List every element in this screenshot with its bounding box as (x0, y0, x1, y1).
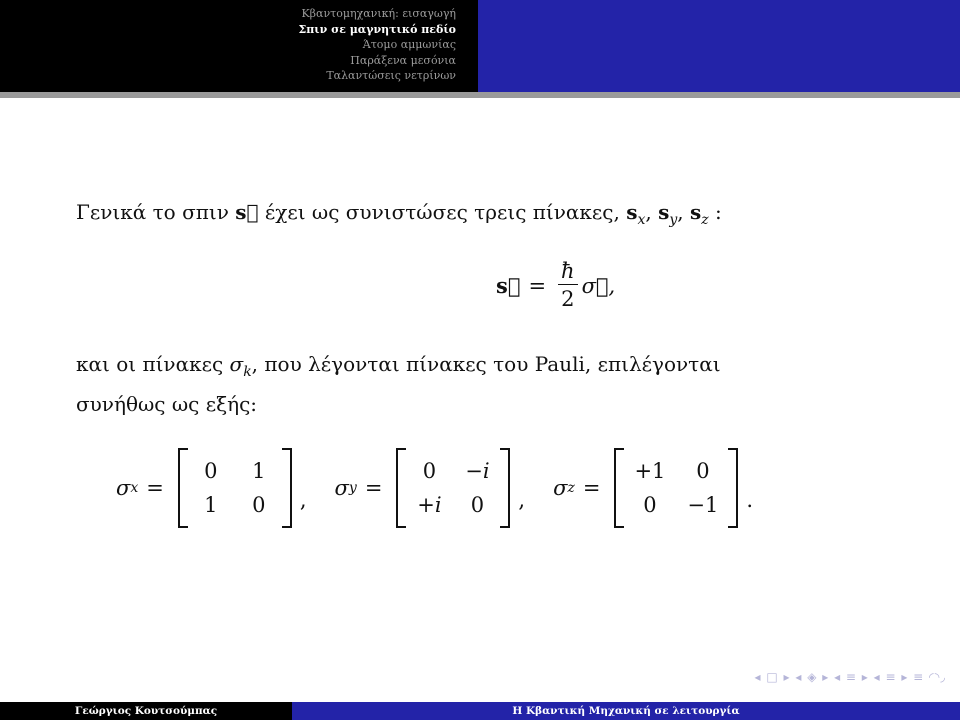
beamer-nav-icons[interactable]: ◂ □ ▸ ◂ ◈ ▸ ◂ ≡ ▸ ◂ ≡ ▸ ≡ ◜◝◞ (754, 670, 946, 684)
sigma-x-sub: x (130, 480, 139, 496)
eq-rhs: σ⃗, (581, 273, 616, 298)
intro-line: Γενικά το σπιν s⃗ έχει ως συνιστώσες τρεις πίνακες, $s_x$, $s_y$, $s_z$ : (76, 200, 722, 228)
sigma-y-matrix (396, 448, 510, 528)
comp-s: s (626, 200, 638, 224)
pauli-text-b: , που λέγονται πίνακες του Pauli, επιλέγονται (251, 352, 721, 376)
comp-sub-x: x (637, 212, 646, 228)
matrix-cell: 0 (422, 459, 437, 483)
footer-bar (0, 702, 960, 720)
matrix-cell: +1 (634, 459, 666, 483)
sigma-z-sub: z (567, 480, 575, 496)
header-color-block (478, 0, 960, 98)
sigma-z-matrix (614, 448, 738, 528)
sigma-z-label: σ (553, 476, 568, 500)
matrix-cell: 0 (252, 493, 266, 517)
nav-item-spin[interactable]: Σπιν σε μαγνητικό πεδίο (298, 22, 456, 36)
matrix-cell: 0 (470, 493, 485, 517)
pauli-symbol: σ (229, 352, 244, 376)
matrix-cell: −1 (687, 493, 719, 517)
sigma-y-sub: y (348, 480, 357, 496)
eq-equals: = (528, 273, 547, 298)
nav-item-mesons[interactable]: Παράξενα μεσόνια (350, 53, 456, 67)
sigma-x-label: σ (116, 476, 131, 500)
matrix-cell: 0 (696, 459, 710, 483)
header-divider (0, 92, 960, 98)
section-nav (298, 6, 456, 84)
eq-lhs: s⃗ (496, 273, 521, 298)
matrix-separator: , (518, 488, 526, 512)
pauli-line (76, 352, 721, 380)
comp-sub-z: z (701, 212, 709, 228)
footer-author: Γεώργιος Κουτσούμπας (0, 702, 292, 720)
pauli-matrices: σ x = 0 1 1 0 , σ y = 0 −i +i 0 , σ z = +1 0 0 −1 . (116, 448, 761, 528)
section-nav-panel (0, 0, 478, 98)
pauli-text-a: και οι πίνακες (76, 352, 224, 376)
intro-text: Γενικά το σπιν (76, 200, 229, 224)
intro-text-2: έχει ως συνιστώσες τρεις πίνακες, (264, 200, 620, 224)
matrix-cell: 1 (252, 459, 266, 483)
spin-equation (496, 258, 615, 313)
comp-s: s (658, 200, 670, 224)
comp-s: s (690, 200, 702, 224)
pauli-line-2 (76, 392, 257, 416)
comp-sub-y: y (669, 212, 678, 228)
matrix-cell: −i (465, 459, 490, 483)
sigma-y-label: σ (334, 476, 349, 500)
matrix-cell: 0 (643, 493, 657, 517)
header-bar (0, 0, 960, 98)
spin-vector: s⃗ (235, 200, 259, 224)
matrix-separator: . (746, 488, 754, 512)
pauli-text-c: συνήθως ως εξής: (76, 392, 258, 416)
matrix-cell: 0 (204, 459, 218, 483)
nav-item-ammonia[interactable]: Άτομο αμμωνίας (362, 38, 456, 51)
matrix-cell: +i (417, 493, 442, 517)
pauli-sub: k (243, 364, 252, 380)
matrix-separator: , (299, 488, 307, 512)
hbar-fraction (558, 258, 578, 313)
matrix-cell: 1 (204, 493, 218, 517)
footer-title: Η Κβαντική Μηχανική σε λειτουργία (292, 702, 960, 720)
fraction-numerator: ħ (558, 258, 578, 285)
nav-item-intro[interactable]: Κβαντομηχανική: εισαγωγή (301, 7, 456, 20)
nav-item-neutrinos[interactable]: Ταλαντώσεις νετρίνων (326, 69, 456, 82)
fraction-denominator: 2 (561, 287, 575, 311)
sigma-x-matrix (178, 448, 292, 528)
